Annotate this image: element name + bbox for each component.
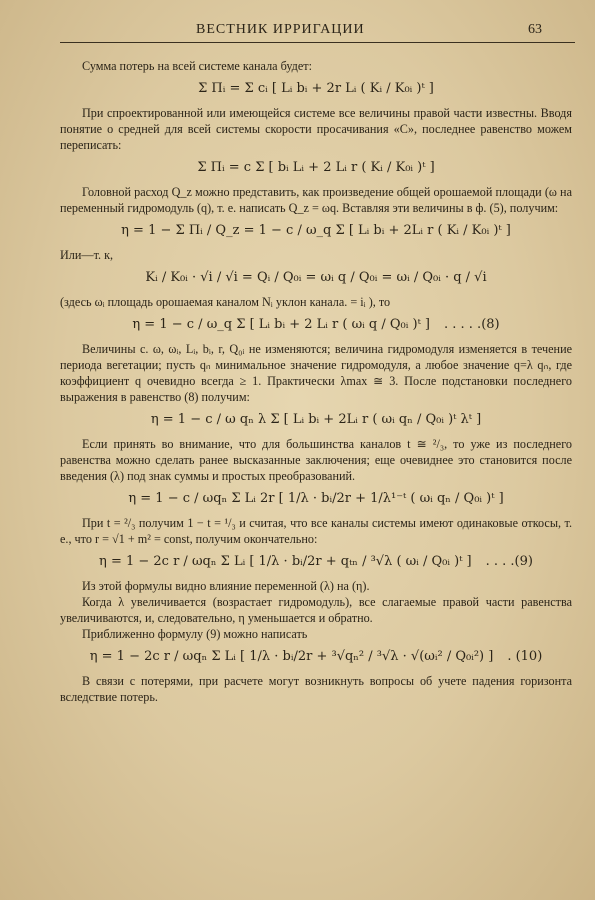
paragraph: Или—т. к, (60, 248, 114, 262)
paragraph: При спроектированной или имеющейся системе все величины правой части известны. Вводя понятие о средней для всей системы скорости просачивания «С», последнее равенство можем переписать: (60, 106, 572, 152)
formula: η = 1 − 2c r / ωqₙ Σ Lᵢ [ 1/λ · bᵢ/2r + qₜₙ / ³√λ ( ωᵢ / Q₀ᵢ )ᵗ ] (99, 554, 472, 569)
formula: η = 1 − Σ Πᵢ / Q_z = 1 − c / ω_q Σ [ Lᵢ bᵢ + 2Lᵢ r ( Kᵢ / K₀ᵢ )ᵗ ] (121, 223, 511, 238)
formula-row (60, 552, 572, 572)
paragraph: В связи с потерями, при расчете могут возникнуть вопросы об учете падения горизонта вследствие потерь. (60, 674, 572, 704)
paragraph: При t = ²/₃ получим 1 − t = ¹/₃ и считая, что все каналы системы имеют одинаковые откосы, т. е., что r = √1 + m² = const, получим окончательно: (60, 516, 572, 546)
paragraph: Сумма потерь на всей системе канала будет: (82, 59, 312, 73)
paragraph: Когда λ увеличивается (возрастает гидромодуль), все слагаемые правой части равенства увеличиваются, и, следовательно, η уменьшается и обратно. (60, 595, 572, 625)
formula: η = 1 − 2c r / ωqₙ Σ Lᵢ [ 1/λ · bᵢ/2r + ³√qₙ² / ³√λ · √(ωᵢ² / Q₀ᵢ²) ] (89, 649, 494, 664)
paragraph: Приближенно формулу (9) можно написать (82, 627, 308, 641)
article-body (60, 58, 572, 705)
formula: Σ Πᵢ = c Σ [ bᵢ Lᵢ + 2 Lᵢ r ( Kᵢ / K₀ᵢ )ᵗ ] (197, 160, 435, 175)
formula: η = 1 − c / ω_q Σ [ Lᵢ bᵢ + 2 Lᵢ r ( ωᵢ q / Q₀ᵢ )ᵗ ] (132, 317, 430, 332)
paragraph: Головной расход Q_z можно представить, как произведение общей орошаемой площади (ω на переменный гидромодуль (q), т. е. написать Q_z = ωq. Вставляя эти величины в ф. (5), получим: (60, 185, 572, 215)
paragraph: Если принять во внимание, что для большинства каналов t ≅ ²/₃, то уже из последнего равенства можно сделать ранее высказанные заключения; еще очевиднее это становится после введения (λ) под знак суммы и простых преобразований. (60, 437, 572, 483)
formula: η = 1 − c / ωqₙ Σ Lᵢ 2r [ 1/λ · bᵢ/2r + 1/λ¹⁻ᵗ ( ωᵢ qₙ / Q₀ᵢ )ᵗ ] (128, 491, 504, 506)
formula-row (60, 647, 572, 667)
formula: η = 1 − c / ω qₙ λ Σ [ Lᵢ bᵢ + 2Lᵢ r ( ωᵢ qₙ / Q₀ᵢ )ᵗ λᵗ ] (150, 412, 482, 427)
equation-number: . . . .(9) (485, 554, 533, 569)
page-header (0, 18, 595, 44)
formula: Kᵢ / K₀ᵢ · √i / √i = Qᵢ / Q₀ᵢ = ωᵢ q / Q₀ᵢ = ωᵢ / Q₀ᵢ · q / √i (145, 270, 487, 285)
formula-row (60, 315, 572, 335)
formula: Σ Πᵢ = Σ cᵢ [ Lᵢ bᵢ + 2r Lᵢ ( Kᵢ / K₀ᵢ )ᵗ ] (198, 81, 434, 96)
paragraph: Величины c. ω, ωᵢ, Lᵢ, bᵢ, r, Q₀ᵢ не изменяются; величина гидромодуля изменяется в течение периода вегетации; пусть qₙ минимальное значение гидромодуля, а любое значение q=λ qₙ, где коэффициент q очевидно всегда ≥ 1. Практически λmax ≅ 3. После подстановки последнего выражения в равенство (8) получим: (60, 342, 572, 404)
equation-number: . . . . .(8) (444, 317, 500, 332)
header-rule (60, 42, 575, 43)
equation-number: . (10) (507, 649, 543, 664)
paragraph: (здесь ωᵢ площадь орошаемая каналом Nᵢ уклон канала. = iᵢ ), то (60, 295, 391, 309)
running-title: ВЕСТНИК ИРРИГАЦИИ (196, 22, 365, 37)
page-number: 63 (528, 22, 542, 37)
paragraph: Из этой формулы видно влияние переменной (λ) на (η). (82, 579, 370, 593)
